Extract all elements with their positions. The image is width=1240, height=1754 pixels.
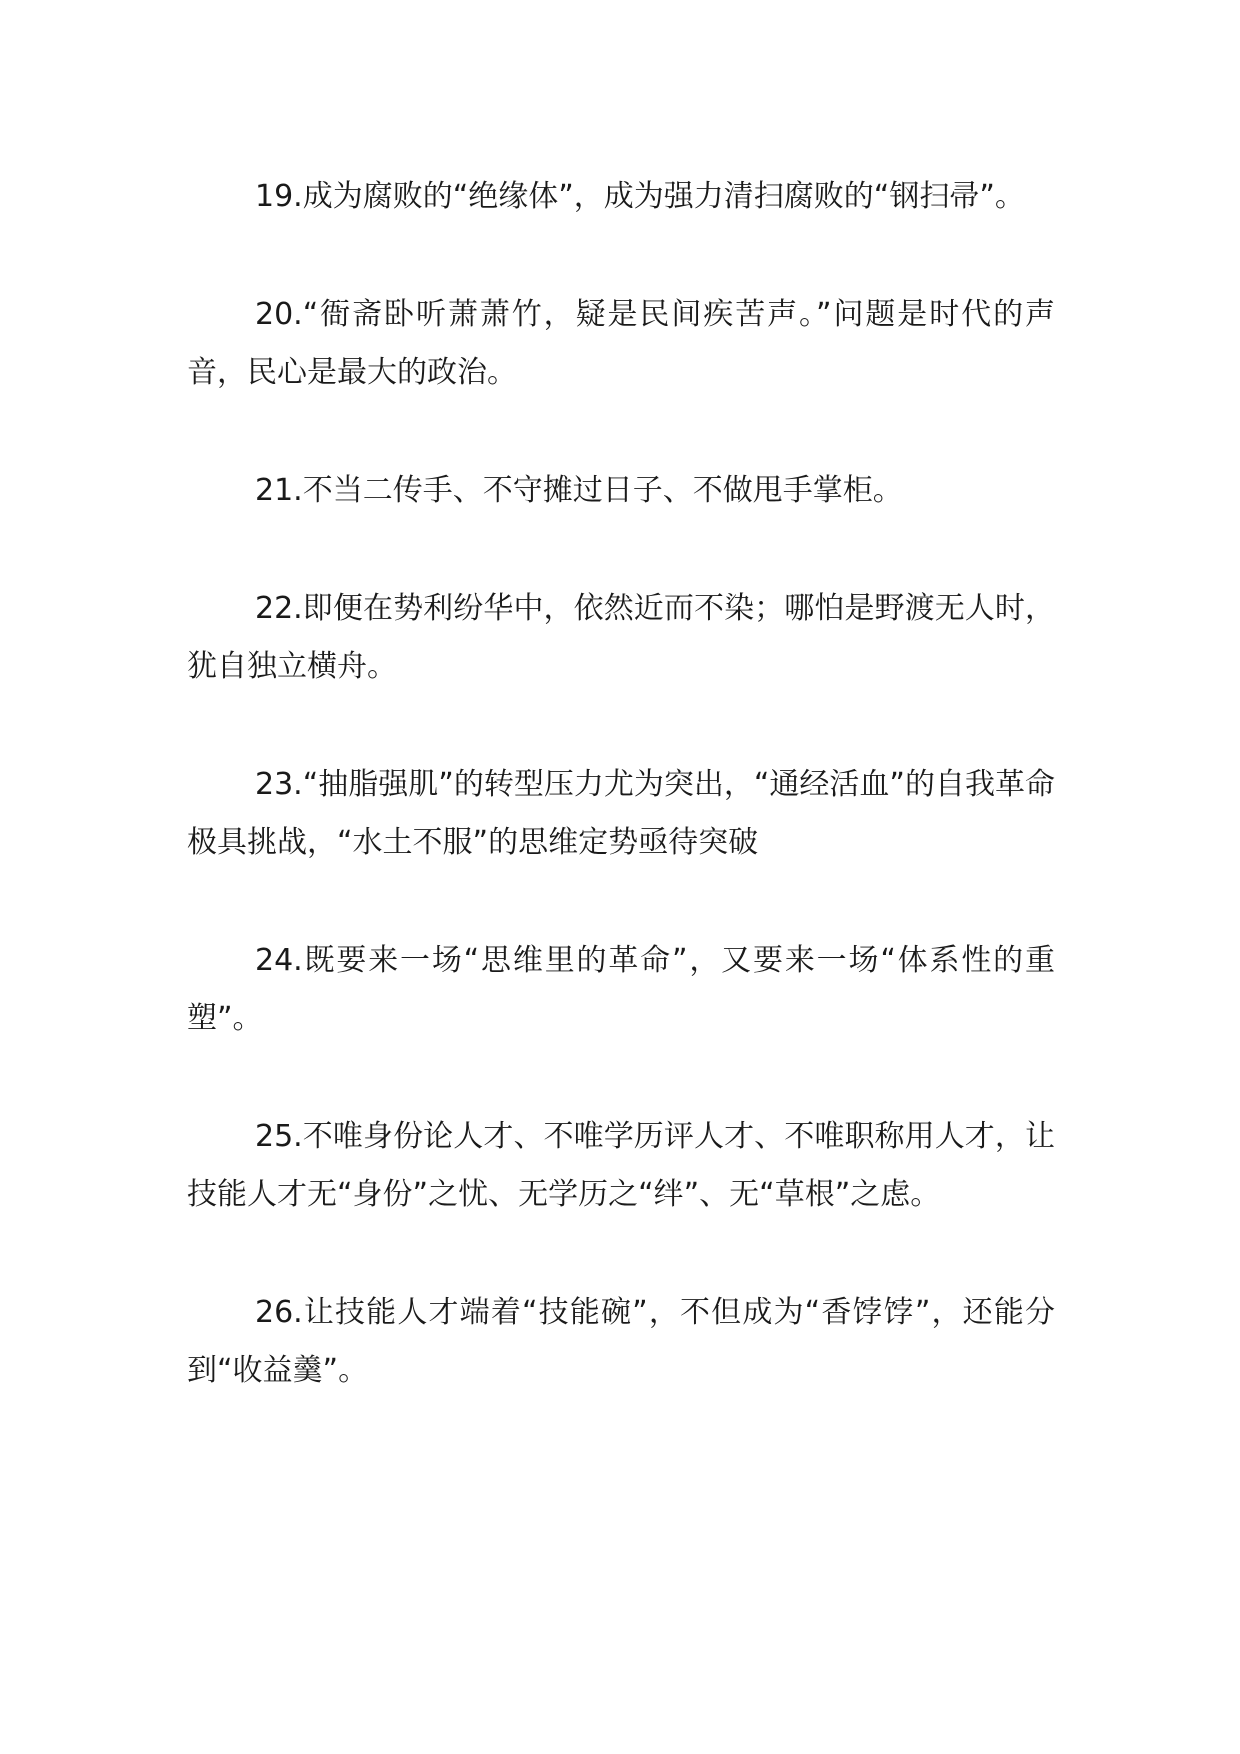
document-page: [187, 168, 1055, 1460]
paragraph-22: 22.即便在势利纷华中，依然近而不染；哪怕是野渡无人时，犹自独立横舟。: [187, 591, 1055, 684]
paragraph-26: 26.让技能人才端着“技能碗”，不但成为“香饽饽”，还能分到“收益羹”。: [187, 1295, 1055, 1388]
paragraph-23: 23.“抽脂强肌”的转型压力尤为突出，“通经活血”的自我革命极具挑战，“水土不服”的思维定势亟待突破: [187, 767, 1055, 860]
paragraph-21: 21.不当二传手、不守摊过日子、不做甩手掌柜。: [255, 473, 903, 508]
paragraph-25: 25.不唯身份论人才、不唯学历评人才、不唯职称用人才，让技能人才无“身份”之忧、无学历之“绊”、无“草根”之虑。: [187, 1119, 1055, 1212]
paragraph-24: 24.既要来一场“思维里的革命”，又要来一场“体系性的重塑”。: [187, 943, 1055, 1036]
paragraph-19: 19.成为腐败的“绝缘体”，成为强力清扫腐败的“钢扫帚”。: [255, 179, 1025, 214]
paragraph-20: 20.“衙斋卧听萧萧竹，疑是民间疾苦声。”问题是时代的声音，民心是最大的政治。: [187, 297, 1055, 390]
